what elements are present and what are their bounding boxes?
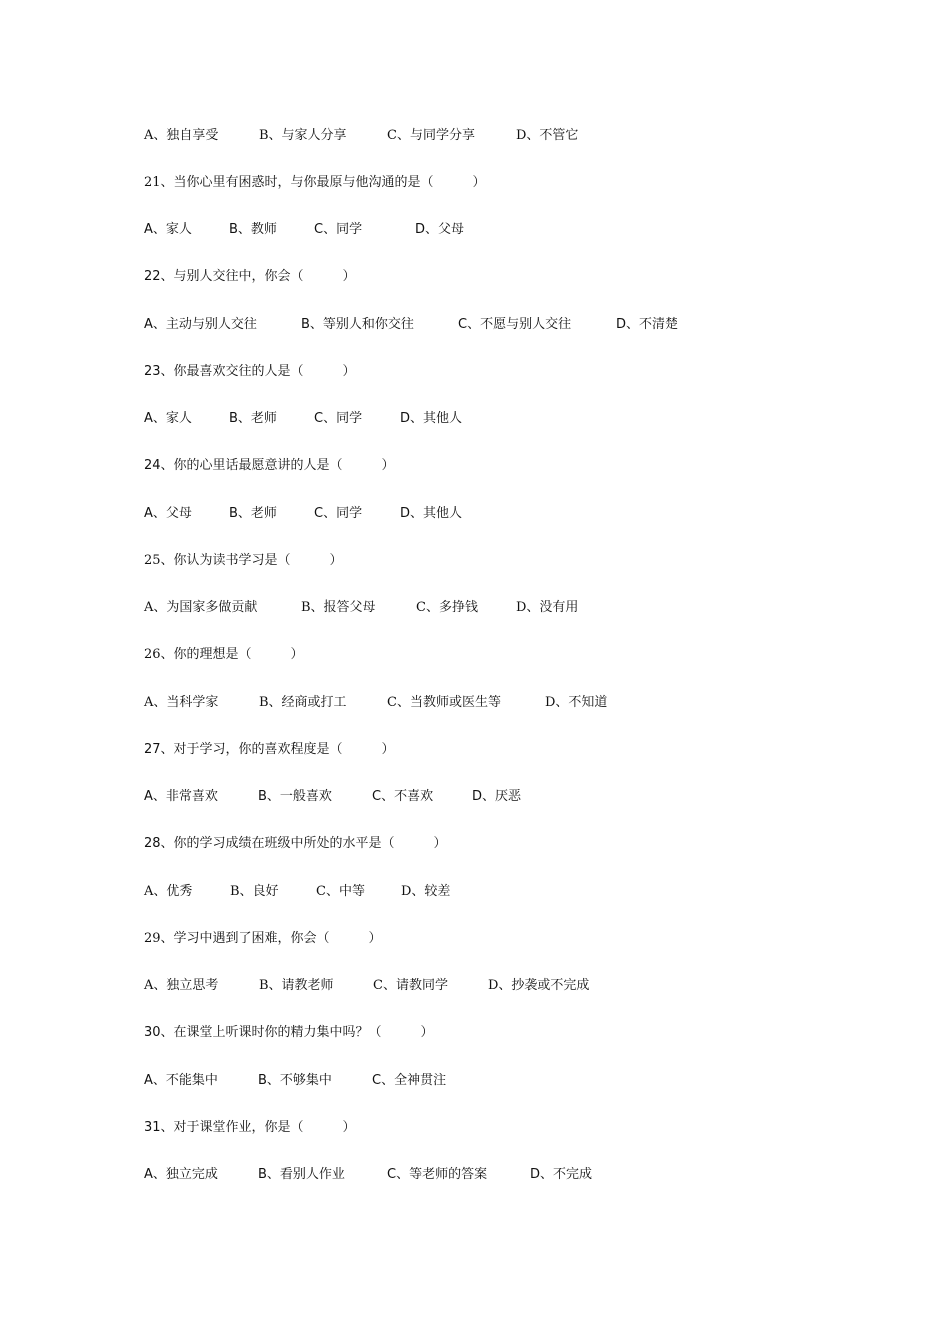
option-item: A、优秀 <box>144 884 193 899</box>
question-text: 25、你认为读书学习是（ ） <box>144 553 343 568</box>
option-item: D、不管它 <box>516 128 579 143</box>
option-item: B、报答父母 <box>301 600 376 615</box>
option-item: A、不能集中 <box>144 1073 218 1088</box>
option-item: D、没有用 <box>516 600 579 615</box>
option-item: D、其他人 <box>400 506 463 521</box>
option-item: B、等别人和你交往 <box>301 317 414 332</box>
option-item: D、厌恶 <box>472 789 522 804</box>
question-text: 22、与别人交往中，你会（ ） <box>144 269 356 284</box>
question-text: 24、你的心里话最愿意讲的人是（ ） <box>144 458 395 473</box>
option-item: D、不完成 <box>530 1167 593 1182</box>
option-item: B、不够集中 <box>258 1073 332 1088</box>
question-text: 29、学习中遇到了困难，你会（ ） <box>144 931 382 946</box>
option-item: C、全神贯注 <box>372 1073 447 1088</box>
option-item: A、独立完成 <box>144 1167 218 1182</box>
option-item: B、良好 <box>230 884 279 899</box>
option-item: C、等老师的答案 <box>387 1167 488 1182</box>
option-item: C、不喜欢 <box>372 789 434 804</box>
option-item: B、经商或打工 <box>259 695 347 710</box>
option-item: C、不愿与别人交往 <box>458 317 572 332</box>
option-item: B、老师 <box>229 506 277 521</box>
question-text: 28、你的学习成绩在班级中所处的水平是（ ） <box>144 836 447 851</box>
question-text: 30、在课堂上听课时你的精力集中吗？（ ） <box>144 1025 434 1040</box>
option-item: C、同学 <box>314 411 363 426</box>
option-item: A、当科学家 <box>144 695 219 710</box>
option-item: A、家人 <box>144 411 192 426</box>
option-item: C、与同学分享 <box>387 128 475 143</box>
option-item: A、父母 <box>144 506 192 521</box>
option-item: D、不清楚 <box>616 317 679 332</box>
option-item: C、请教同学 <box>373 978 448 993</box>
option-item: A、独立思考 <box>144 978 219 993</box>
option-item: B、看别人作业 <box>258 1167 345 1182</box>
option-item: D、其他人 <box>400 411 463 426</box>
option-item: A、为国家多做贡献 <box>144 600 258 615</box>
question-text: 27、对于学习，你的喜欢程度是（ ） <box>144 742 395 757</box>
option-item: C、中等 <box>316 884 365 899</box>
question-text: 26、你的理想是（ ） <box>144 647 304 662</box>
option-item: A、独自享受 <box>144 128 219 143</box>
option-item: D、较差 <box>401 884 451 899</box>
option-item: D、父母 <box>415 222 465 237</box>
option-item: C、同学 <box>314 222 363 237</box>
option-item: B、请教老师 <box>259 978 334 993</box>
option-item: A、家人 <box>144 222 192 237</box>
option-item: B、与家人分享 <box>259 128 347 143</box>
option-item: B、一般喜欢 <box>258 789 332 804</box>
question-text: 21、当你心里有困惑时，与你最原与他沟通的是（ ） <box>144 175 486 190</box>
option-item: B、老师 <box>229 411 277 426</box>
option-item: C、同学 <box>314 506 363 521</box>
option-item: B、教师 <box>229 222 277 237</box>
question-text: 31、对于课堂作业，你是（ ） <box>144 1120 356 1135</box>
option-item: D、不知道 <box>545 695 608 710</box>
option-item: A、主动与别人交往 <box>144 317 257 332</box>
option-item: D、抄袭或不完成 <box>488 978 590 993</box>
option-item: C、当教师或医生等 <box>387 695 501 710</box>
option-item: A、非常喜欢 <box>144 789 218 804</box>
question-text: 23、你最喜欢交往的人是（ ） <box>144 364 356 379</box>
option-item: C、多挣钱 <box>416 600 478 615</box>
